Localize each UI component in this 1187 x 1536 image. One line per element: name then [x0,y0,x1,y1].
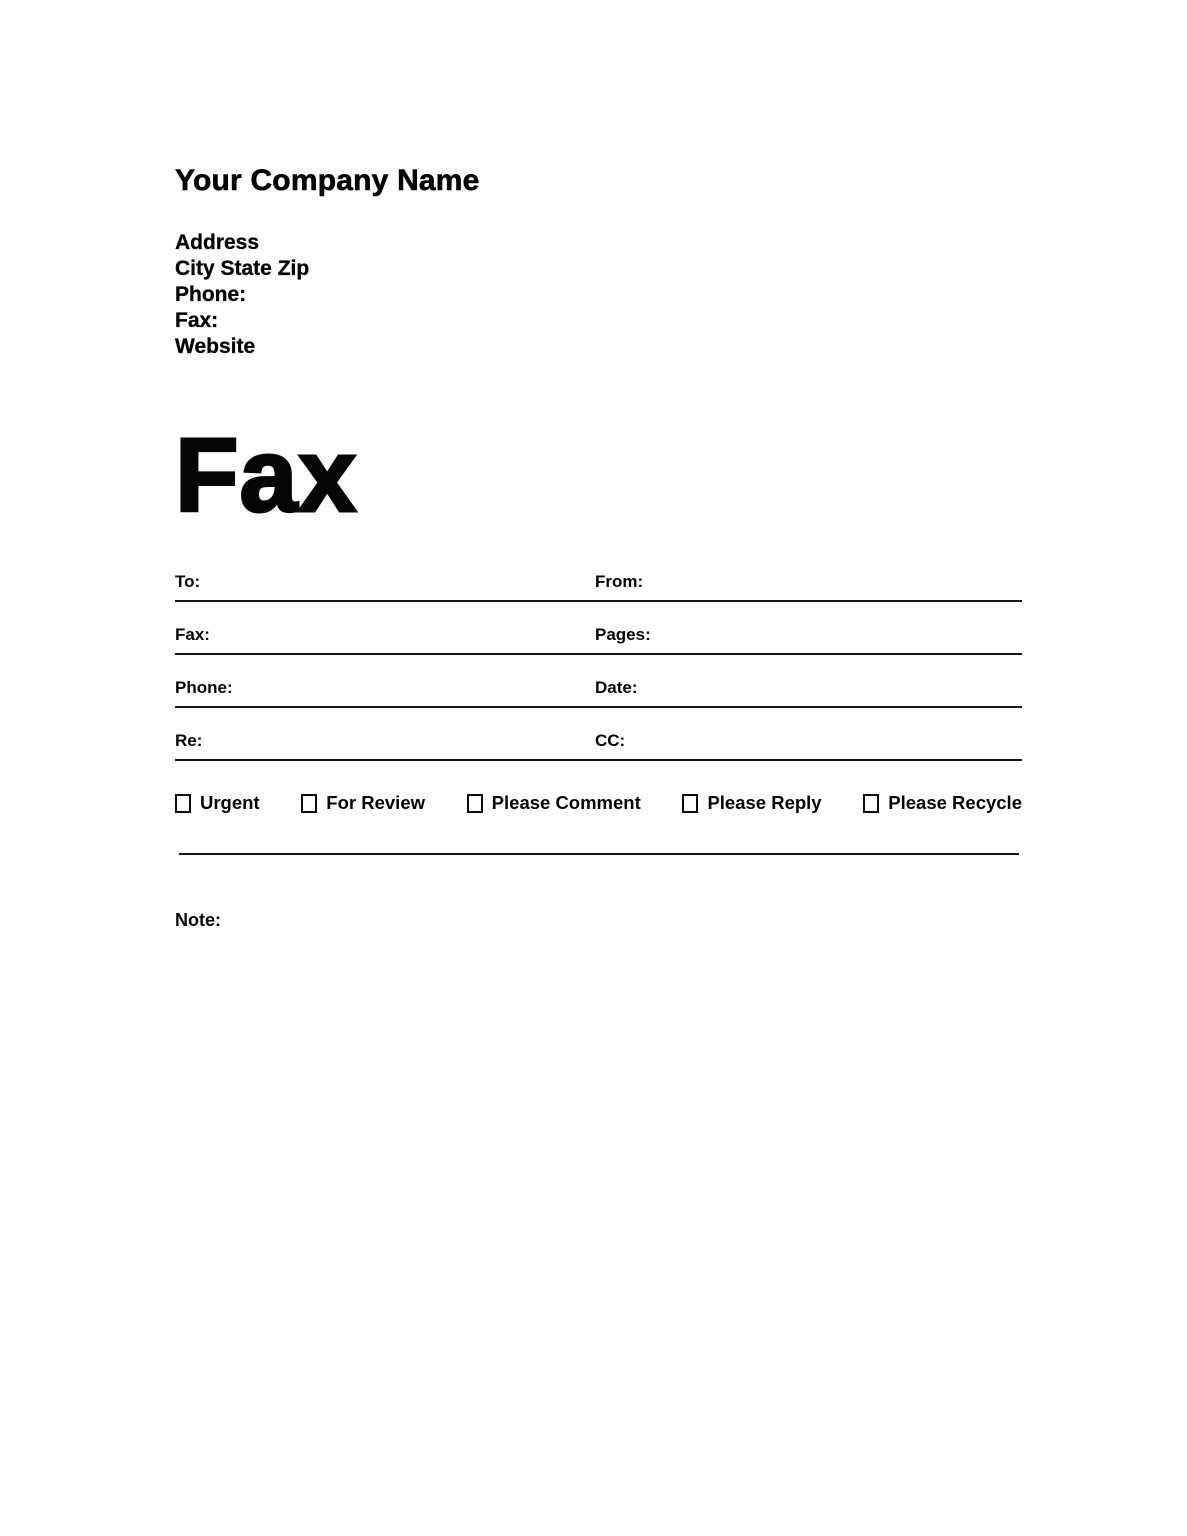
checkbox-please-comment[interactable] [467,793,641,813]
to-input-area[interactable] [200,573,595,595]
field-re [175,732,595,754]
fax-label: Fax: [175,625,210,644]
checkbox-urgent-label: Urgent [200,792,260,813]
re-input-area[interactable] [202,732,595,754]
field-to [175,573,595,595]
form-row-fax-pages [175,602,1022,655]
cc-input-area[interactable] [625,732,1022,754]
form-row-re-cc [175,708,1022,761]
address-line-city-state-zip: City State Zip [175,257,310,280]
field-from [595,573,1022,595]
re-label: Re: [175,731,203,750]
checkbox-empty-icon[interactable] [467,794,483,813]
note-input-area[interactable] [221,866,1022,926]
checkbox-for-review-label: For Review [326,792,425,813]
address-line-phone: Phone: [175,283,247,306]
form-row-phone-date [175,655,1022,708]
address-line-website: Website [175,335,256,358]
to-label: To: [175,572,201,591]
checkbox-for-review[interactable] [301,793,425,813]
checkbox-please-reply-label: Please Reply [707,792,822,813]
fax-input-area[interactable] [210,626,595,648]
from-label: From: [595,572,644,591]
pages-input-area[interactable] [651,626,1022,648]
note-divider-line [179,853,1019,855]
note-label: Note: [175,910,221,930]
form-row-to-from [175,549,1022,602]
phone-input-area[interactable] [233,679,595,701]
checkbox-empty-icon[interactable] [863,794,879,813]
checkbox-empty-icon[interactable] [301,794,317,813]
field-date [595,679,1022,701]
fax-form [175,549,1022,761]
checkbox-please-recycle-label: Please Recycle [888,792,1022,813]
checkbox-urgent[interactable] [175,793,260,813]
address-line-street: Address [175,231,260,254]
date-input-area[interactable] [638,679,1022,701]
fax-document-title: Fax [175,418,358,534]
note-section [175,866,1022,930]
date-label: Date: [595,678,638,697]
field-cc [595,732,1022,754]
company-address-block [175,230,1022,360]
field-fax [175,626,595,648]
field-phone [175,679,595,701]
address-line-fax: Fax: [175,309,219,332]
checkbox-empty-icon[interactable] [682,794,698,813]
from-input-area[interactable] [643,573,1022,595]
pages-label: Pages: [595,625,651,644]
checkbox-please-reply[interactable] [682,793,821,813]
field-pages [595,626,1022,648]
company-name-heading: Your Company Name [175,164,480,197]
checkbox-please-recycle[interactable] [863,793,1022,813]
checkbox-empty-icon[interactable] [175,794,191,813]
checkbox-row [175,793,1022,813]
phone-label: Phone: [175,678,233,697]
cc-label: CC: [595,731,626,750]
page-content [175,166,1022,930]
checkbox-please-comment-label: Please Comment [491,792,641,813]
